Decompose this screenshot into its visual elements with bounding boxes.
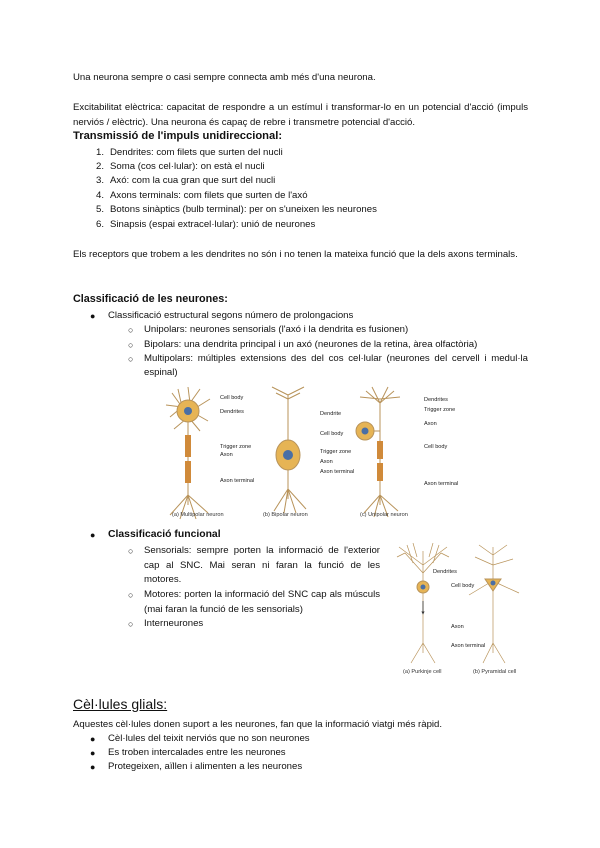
svg-text:(a) Purkinje cell: (a) Purkinje cell [403, 669, 442, 675]
svg-text:Cell body: Cell body [424, 444, 448, 450]
svg-text:Cell body: Cell body [320, 431, 344, 437]
svg-text:Axon: Axon [424, 421, 437, 427]
bullet-icon: ● [90, 762, 96, 772]
receptors-paragraph: Els receptors que trobem a les dendrites no són i no tenen la mateixa funció que la dels axons terminals. [73, 249, 518, 260]
circle-bullet-icon: ○ [128, 354, 134, 364]
svg-text:Axon: Axon [320, 459, 333, 465]
svg-text:Dendrites: Dendrites [424, 397, 448, 403]
svg-text:Axon terminal: Axon terminal [320, 469, 355, 475]
svg-text:Trigger zone: Trigger zone [220, 444, 252, 450]
svg-text:Axon terminal: Axon terminal [220, 478, 255, 484]
circle-bullet-icon: ○ [128, 340, 134, 350]
myelin-icon [377, 463, 383, 481]
svg-text:(b) Bipolar neuron: (b) Bipolar neuron [263, 512, 308, 518]
document-page: Una neurona sempre o casi sempre connecta amb més d'una neurona. Excitabilitat elèctrica: capacitat de respondre a un estímul i transformar-lo en un potencial d'acció (impuls nerviós / elèctric). Una neurona és capaç de rebre i transmetre potencial d'acció. Transmissió de l'impuls unidireccional: 1. Dendrites: com filets que surten del nucli 2. Soma (cos cel·lular): on està el nucli 3. Axó: com la cua gran que surt del nucli 4. Axons terminals: com filets que surten de l'axó 5. Botons sinàptics (bulb terminal): per on s'uneixen les neurones 6. Sinapsis (espai extracel·lular): unió de neurones Els receptors que trobem a les dendrites no són i no tenen la mateixa funció que la dels axons terminals. Classificació de les neurones: ● Classificació estructural segons número de prolongacions ○ Unipolars: neurones sensorials (l'axó i la dendrita es fusionen) ○ Bipolars: una dendrita principal i un axó (neurones de la retina, àrea olfactòria) ○ Multipolars: múltiples extensions des del cos cel·lular (neurones del cervell i medul·la espinal) Cell body Dendrites Trigger zone Axon Axon terminal (a) Multipolar neuron Dendrite Cell body Trigger zone Axon Axon terminal (b) Bipolar neuron Dendrites Trigger zone Axon Cell body Axon terminal (c) Unipolar neuron ● Classificació funcional ○ Sensorials: sempre porten la informació de l'exterior cap al SNC. Mai seran ni faran la funció de les motores. ○ Motores: porten la informació del SNC cap als músculs (mai faran la funció de les sensorials) ○ Interneurones Dendrites Cell body Axon Axon terminal (a) Purkinje cell (b) Pyramidal cell Cèl·lules glials: Aquestes cèl·lules donen suport a les neurones, fan que la informació viatgi més ràpid. ● Cèl·lules del teixit nerviós que no son neurones ● Es troben intercalades entre les neurones ● Protegeixen, aïllen i alimenten a les neurones [0, 0, 600, 848]
glial-heading: Cèl·lules glials: [73, 696, 168, 712]
svg-text:Cell body: Cell body [451, 583, 475, 589]
svg-text:Axon terminal: Axon terminal [424, 481, 459, 487]
nucleus-icon [421, 585, 426, 590]
svg-text:Dendrites: Dendrites [220, 409, 244, 415]
bullet-icon: ● [90, 311, 96, 321]
svg-text:Axon terminal: Axon terminal [451, 643, 486, 649]
excitability-paragraph: Excitabilitat elèctrica: capacitat de respondre a un estímul i transformar-lo en un potencial d'acció (impuls nerviós / elèctric). Una neurona és capaç de rebre i transmetre potencial d'acció. [73, 102, 528, 128]
circle-bullet-icon: ○ [128, 546, 134, 556]
svg-text:Trigger zone: Trigger zone [424, 407, 456, 413]
svg-text:Axon: Axon [451, 624, 464, 630]
nucleus-icon [362, 428, 369, 435]
svg-text:(c) Unipolar neuron: (c) Unipolar neuron [360, 512, 408, 518]
neuron-types-figure [160, 385, 460, 523]
glial-intro: Aquestes cèl·lules donen suport a les neurones, fan que la informació viatgi més ràpid. [73, 719, 443, 730]
nucleus-icon [184, 407, 192, 415]
myelin-icon [185, 461, 191, 483]
bullet-icon: ● [90, 530, 96, 540]
circle-bullet-icon: ○ [128, 619, 134, 629]
svg-text:(b) Pyramidal cell: (b) Pyramidal cell [473, 669, 517, 675]
svg-text:Dendrite: Dendrite [320, 411, 342, 417]
circle-bullet-icon: ○ [128, 325, 134, 335]
bullet-icon: ● [90, 734, 96, 744]
svg-text:(a) Multipolar neuron: (a) Multipolar neuron [172, 512, 224, 518]
nucleus-icon [491, 581, 496, 586]
svg-text:Axon: Axon [220, 452, 233, 458]
transmission-heading: Transmissió de l'impuls unidireccional: [73, 130, 283, 142]
myelin-icon [377, 441, 383, 459]
myelin-icon [185, 435, 191, 457]
classification-heading: Classificació de les neurones: [73, 293, 228, 305]
svg-text:Cell body: Cell body [220, 395, 244, 401]
svg-text:Trigger zone: Trigger zone [320, 449, 352, 455]
purkinje-pyramidal-figure [393, 543, 533, 678]
intro-paragraph: Una neurona sempre o casi sempre connecta amb més d'una neurona. [73, 72, 376, 83]
nucleus-icon [283, 450, 293, 460]
circle-bullet-icon: ○ [128, 590, 134, 600]
svg-text:Dendrites: Dendrites [433, 569, 457, 575]
bullet-icon: ● [90, 748, 96, 758]
